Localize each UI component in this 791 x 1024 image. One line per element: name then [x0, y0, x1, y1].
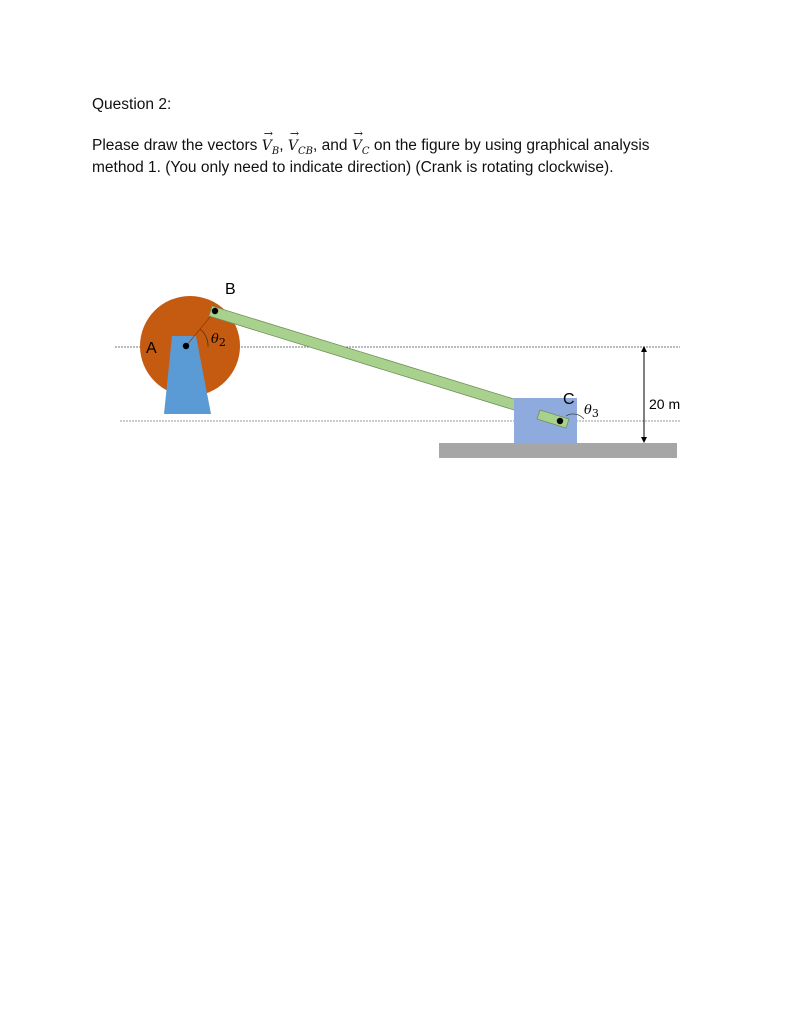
question-title: Question 2: [92, 96, 172, 113]
prompt-sep: , and [312, 137, 352, 154]
theta-symbol: θ [211, 332, 219, 347]
pin-c [557, 418, 563, 424]
label-a: A [146, 340, 157, 357]
vector-symbol: V [261, 138, 272, 154]
label-c: C [563, 391, 575, 408]
label-b: B [225, 281, 236, 298]
ground [439, 443, 677, 458]
vector-sub: CB [297, 145, 313, 157]
vector-sub: B [271, 145, 280, 157]
label-theta3 [584, 403, 599, 420]
prompt-text: Please draw the vectors [92, 137, 262, 154]
dimension-label: 20 m [649, 396, 681, 412]
vector-sub: C [361, 145, 370, 157]
dimension-arrow-down [641, 437, 647, 443]
pin-a [183, 343, 189, 349]
prompt-sep: , [279, 137, 288, 154]
theta-symbol: θ [584, 403, 592, 418]
theta-sub: 2 [218, 336, 226, 349]
vector-symbol: V [287, 138, 298, 154]
prompt-text: on the figure by using graphical analysis [369, 137, 650, 154]
theta-sub: 3 [591, 407, 599, 420]
vector-symbol: V [351, 138, 362, 154]
pin-b [212, 308, 218, 314]
question-prompt-line2: method 1. (You only need to indicate direction) (Crank is rotating clockwise). [92, 159, 614, 176]
